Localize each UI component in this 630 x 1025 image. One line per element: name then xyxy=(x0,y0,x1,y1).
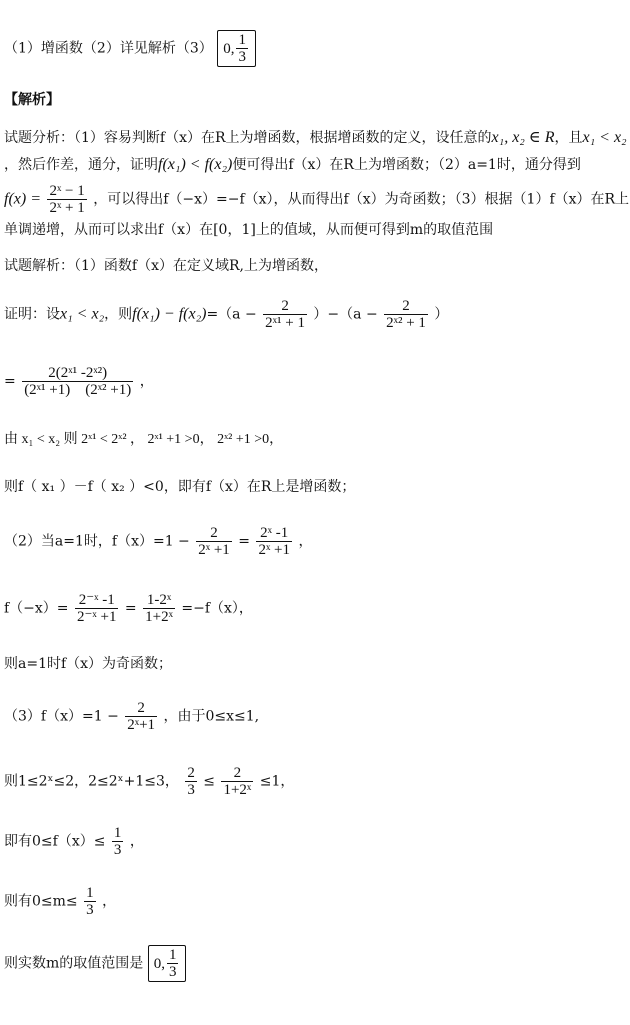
solution-line-12: 则有0≤m≤ $\frac{1}{3}$ ， xyxy=(4,885,117,918)
analysis-line-1: 试题分析：（1）容易判断f（x）在R上为增函数，根据增函数的定义，设任意的x₁, x₂ ∈ R，且x₁ < x₂ xyxy=(4,129,627,146)
solution-line-5: 则f（ x₁ ）－f（ x₂ ）<0，即有f（x）在R上是增函数； xyxy=(4,479,356,495)
solution-line-6: （2）当a=1时，f（x）=1 − $\frac{2}{\text{2ˣ +1}}$ = $\frac{\text{2ˣ -1}}{\text{2ˣ +1}}$ ， xyxy=(4,525,313,558)
solution-line-2: 证明：设x₁ < x₂，则f(x₁) − f(x₂)=（a − $\frac{2}{\text{2ˣ¹ + 1}}$ ）−（a − $\frac{2}{\text{2ˣ² + 1}}$ ） xyxy=(4,298,449,331)
answer-line xyxy=(4,30,256,67)
analysis-line-4: 单调递增，从而可以求出f（x）在[0，1]上的值域，从而便可得到m的取值范围 xyxy=(4,222,494,238)
analysis-line-2: ，然后作差，通分，证明f(x₁) < f(x₂)便可得出f（x）在R上为增函数；（2）a=1时，通分得到 xyxy=(4,156,581,173)
section-title: 【解析】 xyxy=(4,92,60,108)
solution-line-3: = $\frac{\text{2(2ˣ¹ -2ˣ²)}}{\text{(2ˣ¹ +1) (2ˣ² +1)}}$ ， xyxy=(4,365,154,398)
solution-line-9: （3）f（x）=1 − $\frac{2}{\text{2ˣ+1}}$ ，由于0≤x≤1, xyxy=(4,700,260,733)
answer-interval: 0, $\frac{1}{3}$ xyxy=(217,30,256,67)
range-interval: 0, $\frac{1}{3}$ xyxy=(148,945,187,982)
solution-line-13: 则实数m的取值范围是 0, $\frac{1}{3}$ xyxy=(4,945,186,982)
solution-line-10: 则1≤2ˣ≤2，2≤2ˣ+1≤3， $\frac{2}{3}$ ≤ $\frac{2}{\text{1+2ˣ}}$ ≤1， xyxy=(4,765,295,798)
answer-text: （1）增函数（2）详见解析（3） xyxy=(4,40,213,57)
solution-line-7: f（−x）= $\frac{\text{2⁻ˣ -1}}{\text{2⁻ˣ +1}}$ = $\frac{\text{1-2ˣ}}{\text{1+2ˣ}}$ =−f（x）， xyxy=(4,592,253,625)
solution-line-8: 则a=1时f（x）为奇函数； xyxy=(4,656,173,672)
solution-line-11: 即有0≤f（x）≤ $\frac{1}{3}$ ， xyxy=(4,825,144,858)
analysis-line-3: f(x) = $\frac{\text{2ˣ − 1}}{\text{2ˣ + 1}}$ ，可以得出f（−x）=−f（x），从而得出f（x）为奇函数；（3）根据（1）f（x）在R上 xyxy=(4,183,630,216)
solution-line-4: 由 x₁ < x₂ 则 2ˣ¹ < 2ˣ² ， 2ˣ¹ +1 >0， 2ˣ² +1 >0， xyxy=(4,432,284,447)
solution-line-1: 试题解析：（1）函数f（x）在定义域R,上为增函数， xyxy=(4,258,328,274)
